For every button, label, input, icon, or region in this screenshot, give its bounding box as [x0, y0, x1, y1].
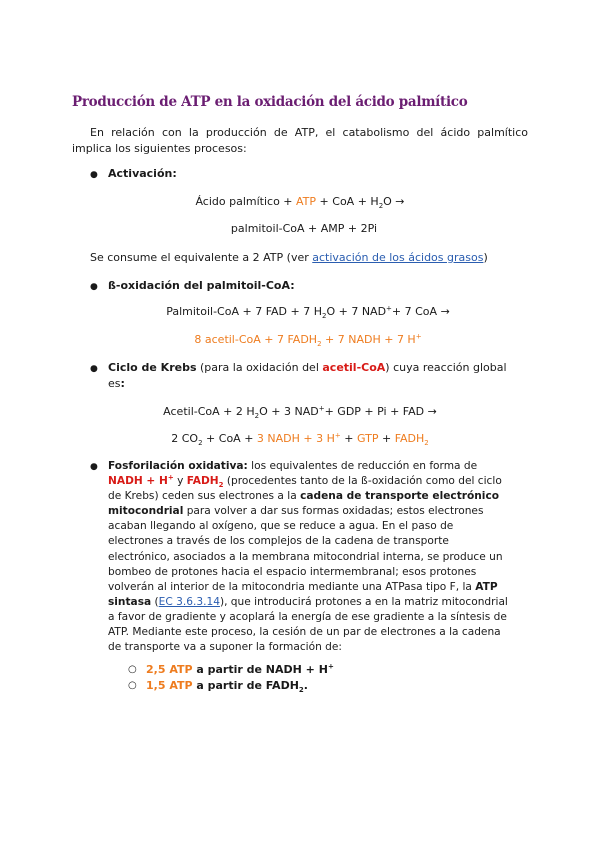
- beta-heading: ß-oxidación del palmitoil-CoA:: [108, 279, 295, 292]
- bullet-icon: ●: [90, 364, 98, 374]
- krebs-line-1: Ciclo de Krebs (para la oxidación del acetil-CoA) cuya reacción global: [108, 361, 507, 374]
- bullet-icon: ●: [90, 170, 98, 180]
- intro-paragraph: En relación con la producción de ATP, el catabolismo del ácido palmítico implica los siguientes procesos:: [72, 126, 528, 155]
- activation-link[interactable]: activación de los ácidos grasos: [312, 251, 484, 264]
- krebs-heading: Ciclo de Krebs: [108, 361, 197, 374]
- oxidative-phosphorylation-paragraph: Fosforilación oxidativa: los equivalentes de reducción en forma de NADH + H+ y $FADH_2$ (procedentes tanto de la ß-oxidación como del ciclo de Krebs) ceden sus electrones a la cadena de transporte electrónico mitocondrial para volver a dar sus formas oxidadas; estos electrones acaban llegando al oxígeno, que se reduce a agua. En el paso de electrones a través de los complejos de la cadena de transporte electrónico, asociados a la membrana mitocondrial interna, se produce un bombeo de protones hacia el espacio intermembranal; esos protones volverán al interior de la mitocondria mediante una ATPasa tipo F, la ATP sintasa (EC 3.6.3.14), que introducirá protones a en la matriz mitocondrial a favor de gradiente y acoplará la energía de ese gradiente a la síntesis de ATP. Mediante este proceso, la cesión de un par de electrones a la cadena de transporte va a suponer la formación de:: [108, 460, 508, 654]
- activation-heading: Activación:: [108, 167, 177, 180]
- ec-link[interactable]: EC 3.6.3.14: [158, 595, 220, 608]
- krebs-equation-2: 2 $CO_2$ + CoA + 3 NADH + 3 H+ + GTP + $FADH_2$: [171, 431, 429, 448]
- atp-item-fadh: 1,5 ATP a partir de $FADH_2$.: [146, 679, 308, 695]
- beta-equation-1: Palmitoil-CoA + 7 FAD + 7 $H_2O + 7$ NAD++ 7 CoA →: [166, 304, 450, 321]
- bullet-icon: ●: [90, 462, 98, 472]
- krebs-equation-1: Acetil-CoA + 2 $H_2O + 3$ NAD++ GDP + Pi + FAD →: [163, 404, 437, 421]
- acetyl-coa-term: acetil-CoA: [322, 361, 386, 374]
- ox-heading: Fosforilación oxidativa:: [108, 460, 248, 472]
- circle-bullet-icon: ○: [128, 680, 137, 691]
- krebs-line-2: es:: [108, 377, 125, 390]
- activation-note: Se consume el equivalente a 2 ATP (ver activación de los ácidos grasos): [90, 251, 488, 264]
- activation-equation-2: palmitoil-CoA + AMP + 2Pi: [230, 222, 378, 235]
- bullet-icon: ●: [90, 282, 98, 292]
- page-title: Producción de ATP en la oxidación del ácido palmítico: [72, 94, 468, 110]
- beta-equation-2: 8 acetil-CoA + 7 $FADH_2 + 7$ NADH + 7 H+: [194, 332, 422, 349]
- activation-equation-1: Ácido palmítico + ATP + CoA + $H_2O$ →: [195, 195, 405, 211]
- atp-item-nadh: 2,5 ATP a partir de NADH + H+: [146, 662, 334, 676]
- circle-bullet-icon: ○: [128, 664, 137, 675]
